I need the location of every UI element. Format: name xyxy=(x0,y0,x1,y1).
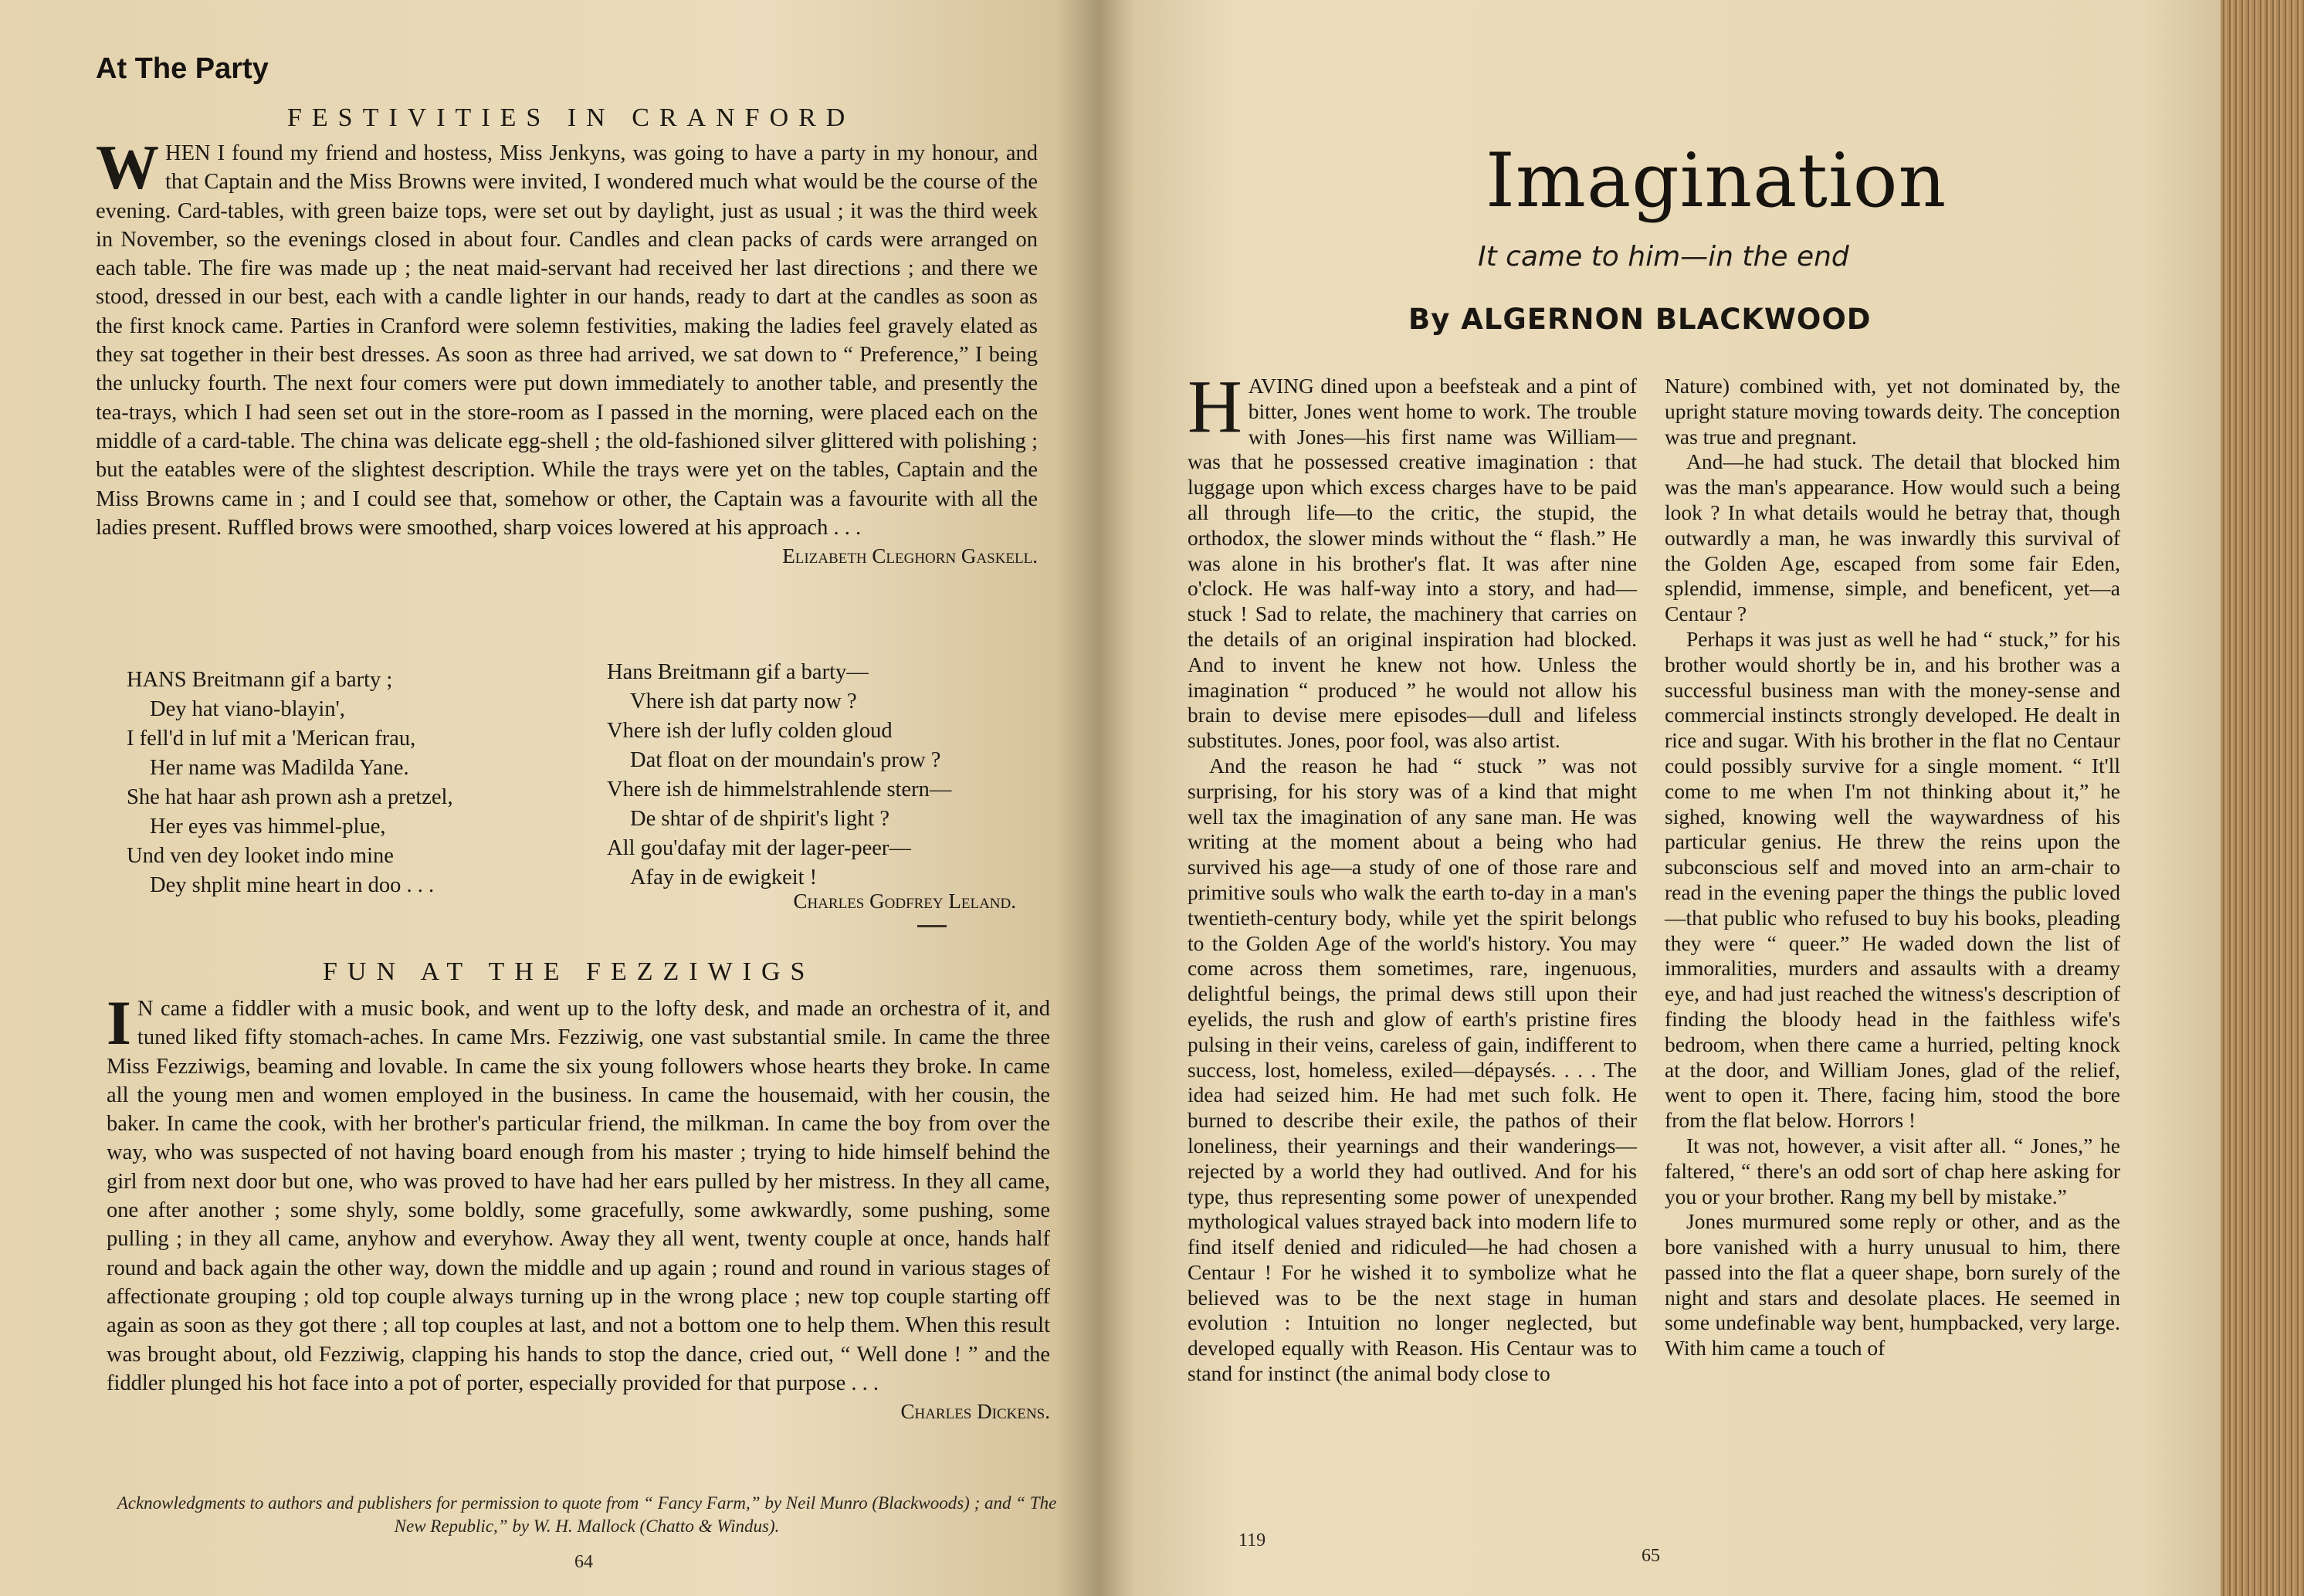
poem-left-stanza xyxy=(127,666,453,900)
col2-paragraph: Perhaps it was just as well he had “ stuck,” for his brother would shortly be in, and his brother was a successful business man with the money-sense and commercial instincts strongly developed. He dealt in rice and sugar. With his brother in the flat no Centaur could possibly survive for a single moment. “ It'll come to me when I'm not thinking about it,” he sighed, knowing well the waywardness of his particular genius. He threw the reins upon the subconscious self and moved into an arm-chair to read in the evening paper the things the public loved—that public who refused to buy his books, pleading they were “ queer.” He waded down the list of immoralities, murders and assaults with a dreamy eye, and had just reached the witness's description of finding the bloody head in the faithless wife's bedroom, when there came a hurried, pelting knock at the door, and William Jones, glad of the relief, went to open it. There, facing him, stood the bore from the flat below. Horrors ! xyxy=(1665,626,2120,1133)
poem-line: Vhere ish der lufly colden gloud xyxy=(607,719,893,743)
poem-line: Dat float on der moundain's prow ? xyxy=(630,748,941,772)
poem-line: HANS Breitmann gif a barty ; xyxy=(127,668,393,692)
story-subtitle: It came to him—in the end xyxy=(1478,241,1849,273)
poem-line: Dey hat viano-blayin', xyxy=(150,697,345,721)
poem-line: Afay in de ewigkeit ! xyxy=(630,866,818,889)
poem-line: De shtar of de shpirit's light ? xyxy=(630,807,889,831)
col1-paragraph: And the reason he had “ stuck ” was not surprising, for his story was of a kind that might well tax the imagination of any sane man. He was writing at the moment about a being who had survived his age—a study of one of those rare and primitive souls who walk the earth to-day in a man's twentieth-century body, while yet the spirit belongs to the Golden Age of the world's history. You may come across them sometimes, rare, ingenuous, delightful beings, the primal dews still upon their eyelids, the rush and glow of earth's pristine fires pulsing in their veins, careless of gain, indifferent to success, lost, homeless, exiled—dépaysés. . . . The idea had seized him. He had met such folk. He burned to describe their exile, the pathos of their loneliness, their yearnings and their wanderings—rejected by a world they had outlived. And for his type, thus representing some power of unexpended mythological values strayed back into modern life to find itself denied and ridiculed—he had chosen a Centaur ! For he wished it to symbolize what he believed was to be the next stage in human evolution : Intuition no longer neglected, but developed equally with Reason. His Centaur was to stand for instinct (the animal body close to xyxy=(1188,753,1637,1386)
poem-line: She hat haar ash prown ash a pretzel, xyxy=(127,785,453,809)
poem-line: Her eyes vas himmel-plue, xyxy=(150,815,386,839)
section-title-cranford: FESTIVITIES IN CRANFORD xyxy=(287,103,856,132)
byline: By ALGERNON BLACKWOOD xyxy=(1408,303,1872,336)
author-dickens: Charles Dickens. xyxy=(900,1400,1050,1424)
poem-right-stanza xyxy=(607,658,951,893)
running-head: At The Party xyxy=(96,53,269,85)
page-edges xyxy=(2221,0,2304,1596)
poem-line: Hans Breitmann gif a barty— xyxy=(607,660,869,684)
fezziwig-excerpt xyxy=(107,988,1050,1426)
author-gaskell: Elizabeth Cleghorn Gaskell. xyxy=(782,544,1038,568)
dropcap: I xyxy=(107,988,131,1058)
poem-line: I fell'd in luf mit a 'Merican frau, xyxy=(127,727,416,751)
col2-paragraph: Nature) combined with, yet not dominated by, the upright stature moving towards deity. The conception was true and pregnant. xyxy=(1665,374,2120,449)
poem-line: Und ven dey looket indo mine xyxy=(127,844,394,868)
poem-line: Her name was Madilda Yane. xyxy=(150,756,409,780)
page-number-right: 65 xyxy=(1642,1546,1660,1566)
poem-line: Vhere ish de himmelstrahlende stern— xyxy=(607,778,952,801)
poem-line: Dey shplit mine heart in doo . . . xyxy=(150,873,435,897)
dropcap: W xyxy=(96,132,159,202)
page-number-left: 64 xyxy=(574,1552,593,1572)
poem-line: Vhere ish dat party now ? xyxy=(630,690,857,713)
dropcap: H xyxy=(1188,365,1242,449)
col2-paragraph: And—he had stuck. The detail that blocked him was the man's appearance. How would such a being look ? In what details would he betray that, though outwardly a man, he was inwardly this survival of the Golden Age, escaped from some fair Eden, splendid, immense, simple, and beneficent, yet—a Centaur ? xyxy=(1665,449,2120,626)
left-page xyxy=(0,0,1099,1596)
ink-mark xyxy=(917,925,947,927)
fezziwig-text: N came a fiddler with a music book, and went up to the lofty desk, and made an orchestra of it, and tuned liked fifty stomach-aches. In came Mrs. Fezziwig, one vast substantial smile. In came the three Miss Fezziwigs, beaming and lovable. In came the six young followers whose hearts they broke. In came all the young men and women employed in the business. In came the housemaid, with her cousin, the baker. In came the cook, with her brother's particular friend, the milkman. In came the boy from over the way, who was suspected of not having board enough from his master ; trying to hide himself behind the girl from next door but one, who was proved to have had her ears pulled by her mistress. In they all came, one after another ; some shyly, some boldly, some gracefully, some awkwardly, some pushing, some pulling ; in they all came, anyhow and everyhow. Away they all went, twenty couple at once, hands half round and back again the other way, down the middle and up again ; round and round in various stages of affectionate grouping ; old top couple always turning up in the wrong place ; new top couple starting off again as soon as they got there ; all top couples at last, and not a bottom one to help them. When this result was brought about, old Fezziwig, clapping his hands to stop the dance, cried out, “ Well done ! ” and the fiddler plunged his hot face into a pot of porter, especially provided for that purpose . . . xyxy=(107,997,1050,1395)
author-leland: Charles Godfrey Leland. xyxy=(793,889,1016,913)
story-title: Imagination xyxy=(1486,137,1947,224)
story-column-1 xyxy=(1188,365,1637,1387)
section-title-fezziwigs: FUN AT THE FEZZIWIGS xyxy=(323,957,815,986)
col2-paragraph: Jones murmured some reply or other, and as the bore vanished with a hurry unusual to him, there passed into the flat a queer shape, born surely of the night and stars and desolate places. He seemed in some undefinable way bent, humpbacked, very large. With him came a touch of xyxy=(1665,1209,2120,1360)
story-column-2 xyxy=(1665,374,2120,1361)
col2-paragraph: It was not, however, a visit after all. “ Jones,” he faltered, “ there's an odd sort of chap here asking for you or your brother. Rang my bell by mistake.” xyxy=(1665,1133,2120,1208)
poem-line: All gou'dafay mit der lager-peer— xyxy=(607,836,911,860)
signature-number: 119 xyxy=(1238,1530,1266,1550)
acknowledgments: Acknowledgments to authors and publishers for permission to quote from “ Fancy Farm,” by Neil Munro (Blackwoods) ; and “ The New Republic,” by W. H. Mallock (Chatto & Windus). xyxy=(117,1493,1057,1536)
col1-paragraph: AVING dined upon a beefsteak and a pint of bitter, Jones went home to work. The trouble with Jones—his first name was William—was that he possessed creative imagination : that luggage upon which excess charges have to be paid all through life—to the critic, the stupid, the orthodox, the slower minds without the “ flash.” He was alone in his brother's flat. It was after nine o'clock. He was half-way into a story, and had—stuck ! Sad to relate, the machinery that carries on the details of an original inspiration had blocked. And to invent he knew not how. Unless the imagination “ produced ” he would not allow his brain to devise mere episodes—dull and lifeless substitutes. Jones, poor fool, was also artist. xyxy=(1188,374,1637,753)
cranford-excerpt xyxy=(96,132,1038,571)
cranford-text: HEN I found my friend and hostess, Miss Jenkyns, was going to have a party in my honour, and that Captain and the Miss Browns were invited, I wondered much what would be the course of the evening. Card-tables, with green baize tops, were set out by daylight, just as usual ; it was the third week in November, so the evenings closed in about four. Candles and clean packs of cards were arranged on each table. The fire was made up ; the neat maid-servant had received her last directions ; and there we stood, dressed in our best, each with a candle lighter in our hands, ready to dart at the candles as soon as the first knock came. Parties in Cranford were solemn festivities, making the ladies feel gravely elated as they sat together in their best dresses. As soon as three had arrived, we sat down to “ Preference,” I being the unlucky fourth. The next four comers were put down immediately to another table, and presently the tea-trays, which I had seen set out in the store-room as I passed in the morning, were placed each on the middle of a card-table. The china was delicate egg-shell ; the old-fashioned silver glittered with polishing ; but the eatables were of the slightest description. While the trays were yet on the tables, Captain and the Miss Browns came in ; and I could see that, somehow or other, the Captain was a favourite with all the ladies present. Ruffled brows were smoothed, sharp voices lowered at his approach . . . xyxy=(96,141,1038,540)
